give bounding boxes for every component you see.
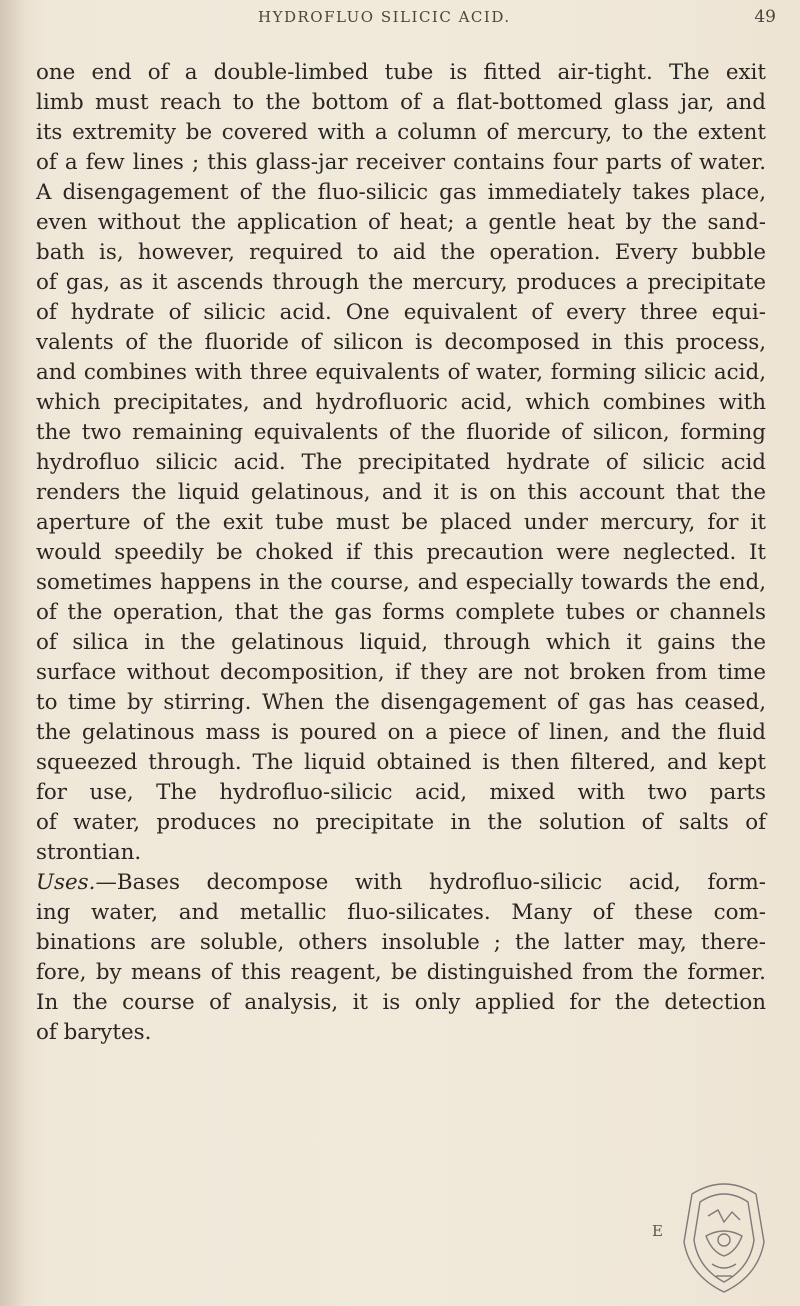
text-line: would speedily be choked if this precaution were neglected. It xyxy=(36,540,766,565)
text-line: the gelatinous mass is poured on a piece of linen, and the fluid xyxy=(36,720,766,745)
body-text xyxy=(36,58,766,1048)
text-line: one end of a double-limbed tube is fitted air-tight. The exit xyxy=(36,60,766,85)
text-line: limb must reach to the bottom of a flat-bottomed glass jar, and xyxy=(36,90,766,115)
page-number: 49 xyxy=(754,7,776,27)
text-line: of gas, as it ascends through the mercury, produces a precipitate xyxy=(36,270,766,295)
uses-first-line-text: —Bases decompose with hydrofluo-silicic acid, form- xyxy=(95,870,766,895)
text-line: of the operation, that the gas forms complete tubes or channels xyxy=(36,600,766,625)
text-line: squeezed through. The liquid obtained is then filtered, and kept xyxy=(36,750,766,775)
text-line: its extremity be covered with a column of mercury, to the extent xyxy=(36,120,766,145)
text-line: of water, produces no precipitate in the solution of salts of xyxy=(36,810,766,835)
spine-shadow xyxy=(0,0,26,1306)
uses-paragraph-first-line xyxy=(36,868,766,898)
text-line: In the course of analysis, it is only applied for the detection xyxy=(36,990,766,1015)
text-line: of a few lines ; this glass-jar receiver contains four parts of water. xyxy=(36,150,766,175)
text-line: aperture of the exit tube must be placed under mercury, for it xyxy=(36,510,766,535)
text-line: even without the application of heat; a gentle heat by the sand- xyxy=(36,210,766,235)
text-line-paragraph-end: strontian. xyxy=(36,840,142,865)
uses-label: Uses. xyxy=(36,870,96,895)
text-line: valents of the fluoride of silicon is decomposed in this process, xyxy=(36,330,766,355)
text-line: for use, The hydrofluo-silicic acid, mixed with two parts xyxy=(36,780,766,805)
running-head: HYDROFLUO SILICIC ACID. xyxy=(258,8,511,26)
text-line: binations are soluble, others insoluble ; the latter may, there- xyxy=(36,930,766,955)
stamp-letter: E xyxy=(652,1222,663,1240)
text-line: the two remaining equivalents of the fluoride of silicon, forming xyxy=(36,420,766,445)
library-seal-icon xyxy=(672,1172,776,1296)
text-line: which precipitates, and hydrofluoric acid, which combines with xyxy=(36,390,766,415)
text-line: bath is, however, required to aid the operation. Every bubble xyxy=(36,240,766,265)
text-line: to time by stirring. When the disengagement of gas has ceased, xyxy=(36,690,766,715)
text-line: sometimes happens in the course, and especially towards the end, xyxy=(36,570,766,595)
text-line: fore, by means of this reagent, be distinguished from the former. xyxy=(36,960,766,985)
text-line: of hydrate of silicic acid. One equivalent of every three equi- xyxy=(36,300,766,325)
text-line: hydrofluo silicic acid. The precipitated hydrate of silicic acid xyxy=(36,450,766,475)
text-line: and combines with three equivalents of water, forming silicic acid, xyxy=(36,360,766,385)
text-line: of silica in the gelatinous liquid, through which it gains the xyxy=(36,630,766,655)
text-line: renders the liquid gelatinous, and it is on this account that the xyxy=(36,480,766,505)
text-line: ing water, and metallic fluo-silicates. Many of these com- xyxy=(36,900,766,925)
text-line-paragraph-end: of barytes. xyxy=(36,1020,152,1045)
text-line: A disengagement of the fluo-silicic gas immediately takes place, xyxy=(36,180,766,205)
page-header xyxy=(0,2,800,36)
text-line: surface without decomposition, if they are not broken from time xyxy=(36,660,766,685)
